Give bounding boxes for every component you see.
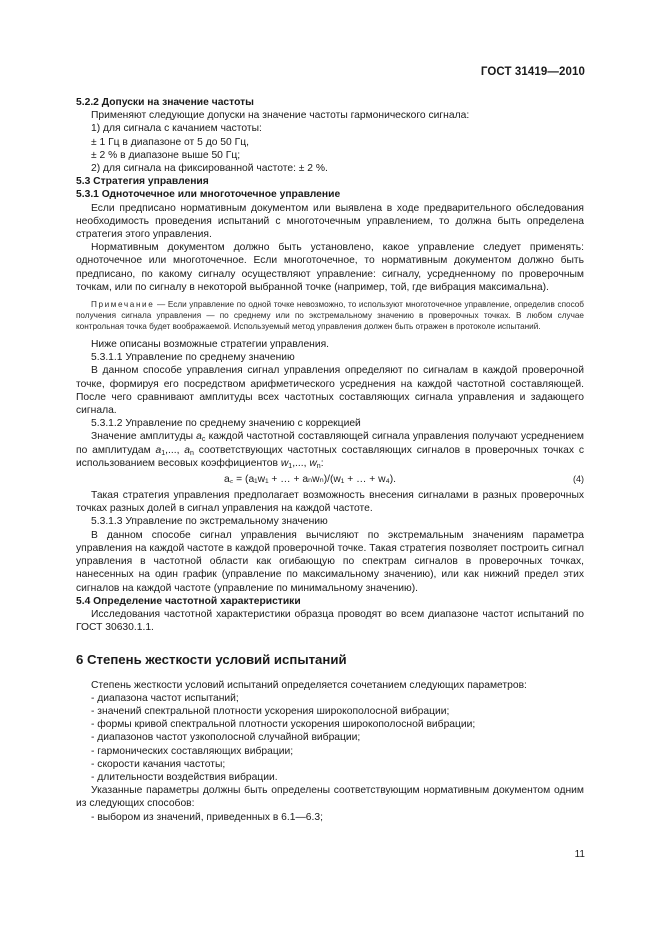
heading-5-3-1: 5.3.1 Одноточечное или многоточечное управление — [76, 189, 341, 201]
symbol-an: a — [184, 444, 191, 456]
symbol-w1: w — [280, 457, 289, 469]
list-item: - гармонических составляющих вибрации; — [91, 745, 294, 757]
subscript-c: c — [201, 436, 206, 444]
note-label: Примечание — [91, 300, 155, 310]
page-number: 11 — [574, 849, 585, 860]
text-run: соответствующих частотных составляющих сигналов в проверочных точках с использованием весовых коэффициентов — [76, 444, 584, 469]
note-text: — Если управление по одной точке невозможно, то используют многоточечное управление, определив способ получения сигнала управления — по среднему или по экстремальному значению в проверочных точках. В любом случае контрольная точка будет воображаемой. Используемый метод управления должен быть отражен в протоколе испытаний. — [76, 300, 584, 332]
formula-expression: a꜀ = (a₁w₁ + … + aₙwₙ)/(w₁ + … + w₄). — [224, 474, 397, 486]
paragraph-severity-intro: Степень жесткости условий испытаний определяется сочетанием следующих параметров: — [91, 679, 527, 691]
paragraph-frequency-response: Исследования частотной характеристики образца проводят во всем диапазоне частот испытаний по ГОСТ 30630.1.1. — [76, 608, 584, 634]
list-item: - длительности воздействия вибрации. — [91, 771, 278, 783]
symbol-a1: a — [155, 444, 162, 456]
text-run: ,..., — [165, 444, 185, 456]
formula-number: (4) — [573, 474, 584, 485]
paragraph-average-control: В данном способе управления сигнал управления определяют по сигналам в каждой проверочной точке, формируя его посредством арифметического усреднения на каждой частотной составляющей. После чего сравнивают амплитуды всех частотных составляющих сигнала управления и задающего сигнала. — [76, 365, 584, 417]
list-item-range-1: ± 1 Гц в диапазоне от 5 до 50 Гц, — [91, 136, 249, 148]
standard-number: ГОСТ 31419—2010 — [480, 66, 585, 78]
heading-5-4: 5.4 Определение частотной характеристики — [76, 595, 301, 607]
list-item: - формы кривой спектральной плотности ускорения широкополосной вибрации; — [91, 719, 476, 731]
paragraph-severity-methods: Указанные параметры должны быть определены соответствующим нормативным документом одним из следующих способов: — [76, 785, 584, 810]
subscript-n: n — [316, 462, 321, 470]
paragraph-extreme-control: В данном способе сигнал управления вычисляют по экстремальным значениям параметра управления на каждой частоте в каждой проверочной точке. Такая стратегия позволяет построить сигнал управления в частотной области как огибающую по спектрам сигналов в проверочных точках, нанесенных на один график (управление по максимальному значению), или как нижний предел этих сигналов на каждой частоте (управление по минимальному значению). — [76, 529, 584, 594]
heading-5-3-1-1: 5.3.1.1 Управление по среднему значению — [91, 352, 295, 364]
paragraph-strategies-intro: Ниже описаны возможные стратегии управления. — [91, 339, 330, 351]
note — [76, 299, 584, 332]
list-item: - выбором из значений, приведенных в 6.1—6.3; — [91, 811, 323, 823]
list-item: - диапазона частот испытаний; — [91, 692, 239, 704]
subscript-n: n — [190, 449, 194, 457]
paragraph-control-choice: Нормативным документом должно быть установлено, какое управление следует применять: одноточечное или многоточечное. Если многоточечное, то нормативным документом должно быть предписано, по какому сигналу осуществляют управление: сигналу, усредненному по проверочным точкам, или по сигналу в некоторой выбранной точке (например, той, где вибрация максимальна). — [76, 242, 584, 293]
heading-5-3-1-3: 5.3.1.3 Управление по экстремальному значению — [91, 516, 328, 528]
subscript-1: 1 — [161, 449, 166, 457]
text-run: Значение амплитуды — [91, 431, 197, 443]
heading-5-3-1-2: 5.3.1.2 Управление по среднему значению с коррекцией — [91, 418, 361, 430]
symbol-wn: w — [309, 457, 317, 469]
list-item: - скорости качания частоты; — [91, 758, 226, 770]
formula-4 — [76, 472, 584, 487]
subscript-1: 1 — [288, 462, 293, 470]
page-content — [76, 96, 584, 824]
list-item: - значений спектральной плотности ускорения широкополосной вибрации; — [91, 705, 450, 717]
list-item-sweep: 1) для сигнала с качанием частоты: — [91, 123, 262, 135]
list-item-fixed: 2) для сигнала на фиксированной частоте: ± 2 %. — [91, 163, 328, 175]
paragraph-tolerances-intro: Применяют следующие допуски на значение частоты гармонического сигнала: — [91, 110, 470, 122]
paragraph-multipoint: Если предписано нормативным документом или выявлена в ходе предварительного обследования необходимость проведения испытаний с многоточечным управлением, то должна быть определена стратегия этого управления. — [76, 202, 584, 241]
list-item: - диапазонов частот узкополосной случайной вибрации; — [91, 732, 361, 744]
heading-section-6: 6 Степень жесткости условий испытаний — [76, 652, 347, 668]
heading-5-2-2: 5.2.2 Допуски на значение частоты — [76, 97, 254, 108]
text-run: ,..., — [292, 457, 310, 469]
paragraph-weighted-effect: Такая стратегия управления предполагает возможность внесения сигналами в разных проверочных точках разных долей в сигнал управления на каждой частоте. — [76, 490, 584, 515]
paragraph-weighted-average: Значение амплитуды $a_c$ каждой частотной составляющей сигнала управления получают усреднением по амплитудам $a_1$,..., $a_n$ соответствующих частотных составляющих сигналов в проверочных точках с использованием весовых коэффициентов $w_1$,..., $w_n$: — [76, 431, 584, 470]
heading-5-3: 5.3 Стратегия управления — [76, 176, 209, 188]
symbol-a: a — [196, 431, 202, 443]
text-run: каждой частотной составляющей сигнала управления получают усреднением по амплитудам — [76, 431, 584, 456]
list-item-range-2: ± 2 % в диапазоне выше 50 Гц; — [91, 149, 241, 161]
